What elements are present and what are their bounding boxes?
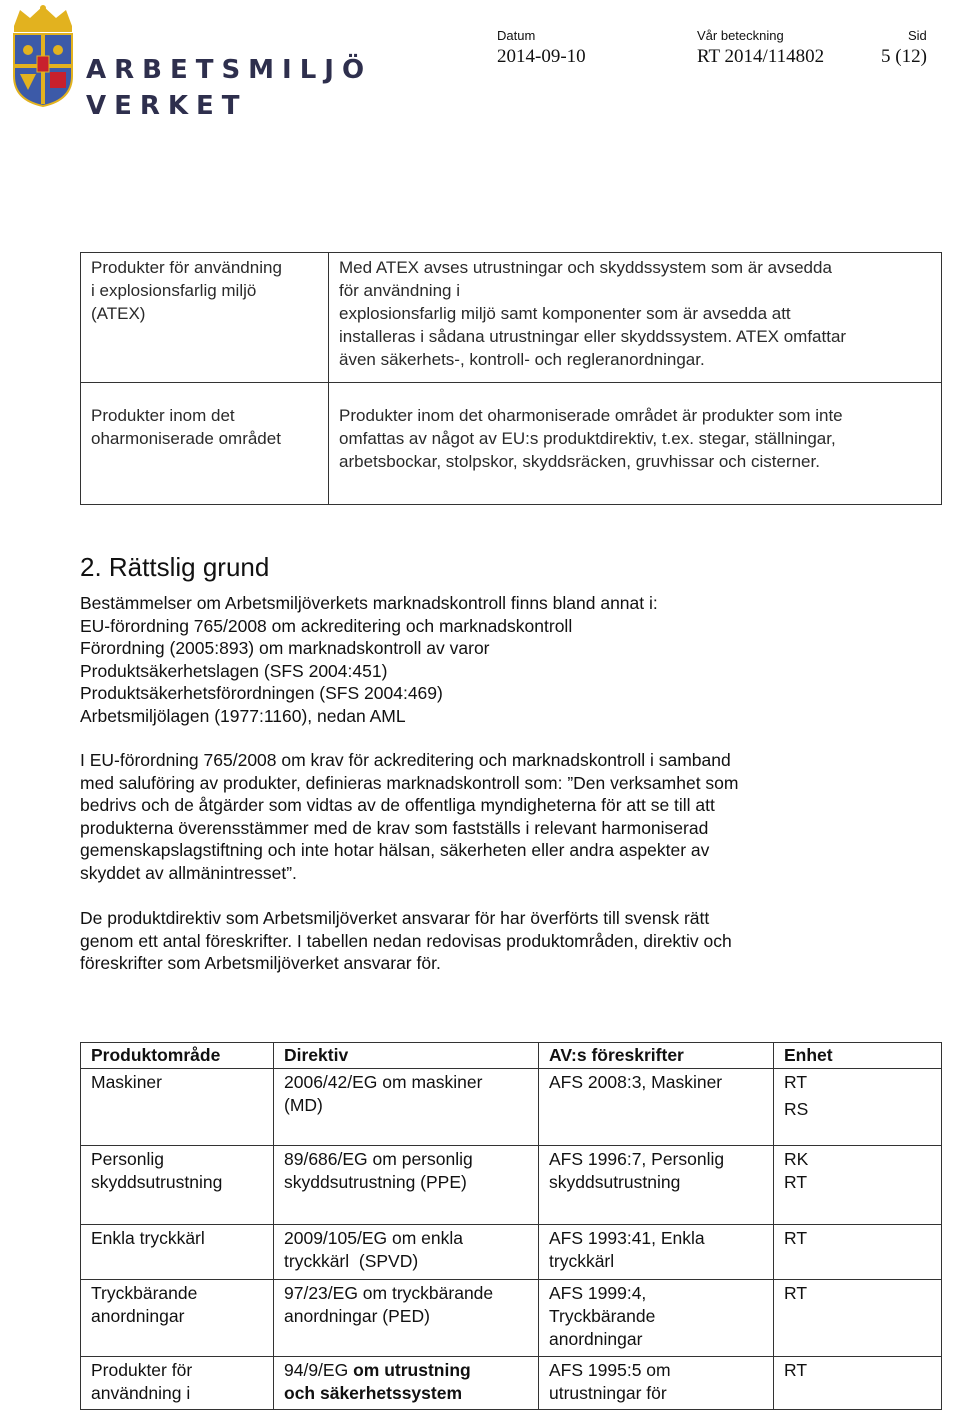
- table-cell: AFS 2008:3, Maskiner: [539, 1069, 774, 1146]
- table-cell: 2006/42/EG om maskiner (MD): [274, 1069, 539, 1146]
- table-cell: RT: [774, 1225, 942, 1280]
- column-header: Direktiv: [274, 1043, 539, 1069]
- table-header-row: [81, 1043, 942, 1069]
- definitions-table: [80, 252, 942, 505]
- definition-paragraph: I EU-förordning 765/2008 om krav för ackreditering och marknadskontroll i samband med saluföring av produkter, definieras marknadskontroll som: ”Den verksamhet som bedrivs och de åtgärder som vidtas av de offentliga myndigheterna för att se till att produkterna överensstämmer med de krav som fastställs i relevant harmoniserad gemenskapslagstiftning och inte hotar hälsan, säkerheten eller andra aspekter av skyddet av allmänintresset”.: [80, 750, 739, 883]
- table-cell: RT: [774, 1280, 942, 1357]
- reference-value: RT 2014/114802: [697, 46, 825, 67]
- table-cell: Enkla tryckkärl: [81, 1225, 274, 1280]
- table-cell: AFS 1996:7, Personlig skyddsutrustning: [539, 1146, 774, 1225]
- intro-paragraph: Bestämmelser om Arbetsmiljöverkets marknadskontroll finns bland annat i: EU-förordning 765/2008 om ackreditering och marknadskontroll Förordning (2005:893) om marknadskontroll av varor Produktsäkerhetslagen (SFS 2004:451) Produktsäkerhetsförordningen (SFS 2004:469) Arbetsmiljölagen (1977:1160), nedan AML: [80, 593, 658, 726]
- page-label: Sid: [908, 28, 927, 43]
- table-cell: 2009/105/EG om enkla tryckkärl (SPVD): [274, 1225, 539, 1280]
- column-header: AV:s föreskrifter: [539, 1043, 774, 1069]
- table-row: [81, 1280, 942, 1357]
- date-value: 2014-09-10: [497, 46, 586, 67]
- column-header: Enhet: [774, 1043, 942, 1069]
- table-cell: AFS 1993:41, Enkla tryckkärl: [539, 1225, 774, 1280]
- table-cell: Tryckbärande anordningar: [81, 1280, 274, 1357]
- definition-description: Produkter inom det oharmoniserade området är produkter som inte omfattas av något av EU:s produktdirektiv, t.ex. stegar, ställningar, arbetsbockar, stolpskor, skyddsräcken, gruvhissar och cisterner.: [329, 383, 942, 505]
- organization-logo-text: ARBETSMILJÖ VERKET: [86, 55, 373, 121]
- definition-description: Med ATEX avses utrustningar och skyddssystem som är avsedda för användning i explosionsfarlig miljö samt komponenter som är avsedda att installeras i sådana utrustningar eller skyddssystem. ATEX omfattar även säkerhets-, kontroll- och regleranordningar.: [329, 253, 942, 383]
- table-row: [81, 253, 942, 383]
- definition-term: Produkter för användning i explosionsfarlig miljö (ATEX): [81, 253, 329, 383]
- table-row: [81, 1069, 942, 1146]
- table-cell: 97/23/EG om tryckbärande anordningar (PED): [274, 1280, 539, 1357]
- table-cell: AFS 1999:4, Tryckbärande anordningar: [539, 1280, 774, 1357]
- table-cell: RT RS: [774, 1069, 942, 1146]
- table-cell: Produkter för användning i: [81, 1357, 274, 1410]
- table-row: [81, 1225, 942, 1280]
- table-cell: Personlig skyddsutrustning: [81, 1146, 274, 1225]
- table-cell: 89/686/EG om personlig skyddsutrustning (PPE): [274, 1146, 539, 1225]
- table-cell: Maskiner: [81, 1069, 274, 1146]
- table-cell: 94/9/EG om utrustning och säkerhetssystem: [274, 1357, 539, 1410]
- date-label: Datum: [497, 28, 536, 43]
- directives-paragraph: De produktdirektiv som Arbetsmiljöverket ansvarar för har överförts till svensk rätt genom ett antal föreskrifter. I tabellen nedan redovisas produktområden, direktiv och föreskrifter som Arbetsmiljöverket ansvarar för.: [80, 908, 732, 974]
- table-cell: AFS 1995:5 om utrustningar för: [539, 1357, 774, 1410]
- product-areas-table: [80, 1042, 942, 1410]
- section-heading: 2. Rättslig grund: [80, 552, 270, 582]
- table-cell: RK RT: [774, 1146, 942, 1225]
- table-row: [81, 1146, 942, 1225]
- page-value: 5 (12): [881, 46, 927, 67]
- column-header: Produktområde: [81, 1043, 274, 1069]
- table-cell: RT: [774, 1357, 942, 1410]
- reference-label: Vår beteckning: [697, 28, 784, 43]
- coat-of-arms-logo: [6, 4, 80, 108]
- definition-term: Produkter inom det oharmoniserade området: [81, 383, 329, 505]
- table-row: [81, 383, 942, 505]
